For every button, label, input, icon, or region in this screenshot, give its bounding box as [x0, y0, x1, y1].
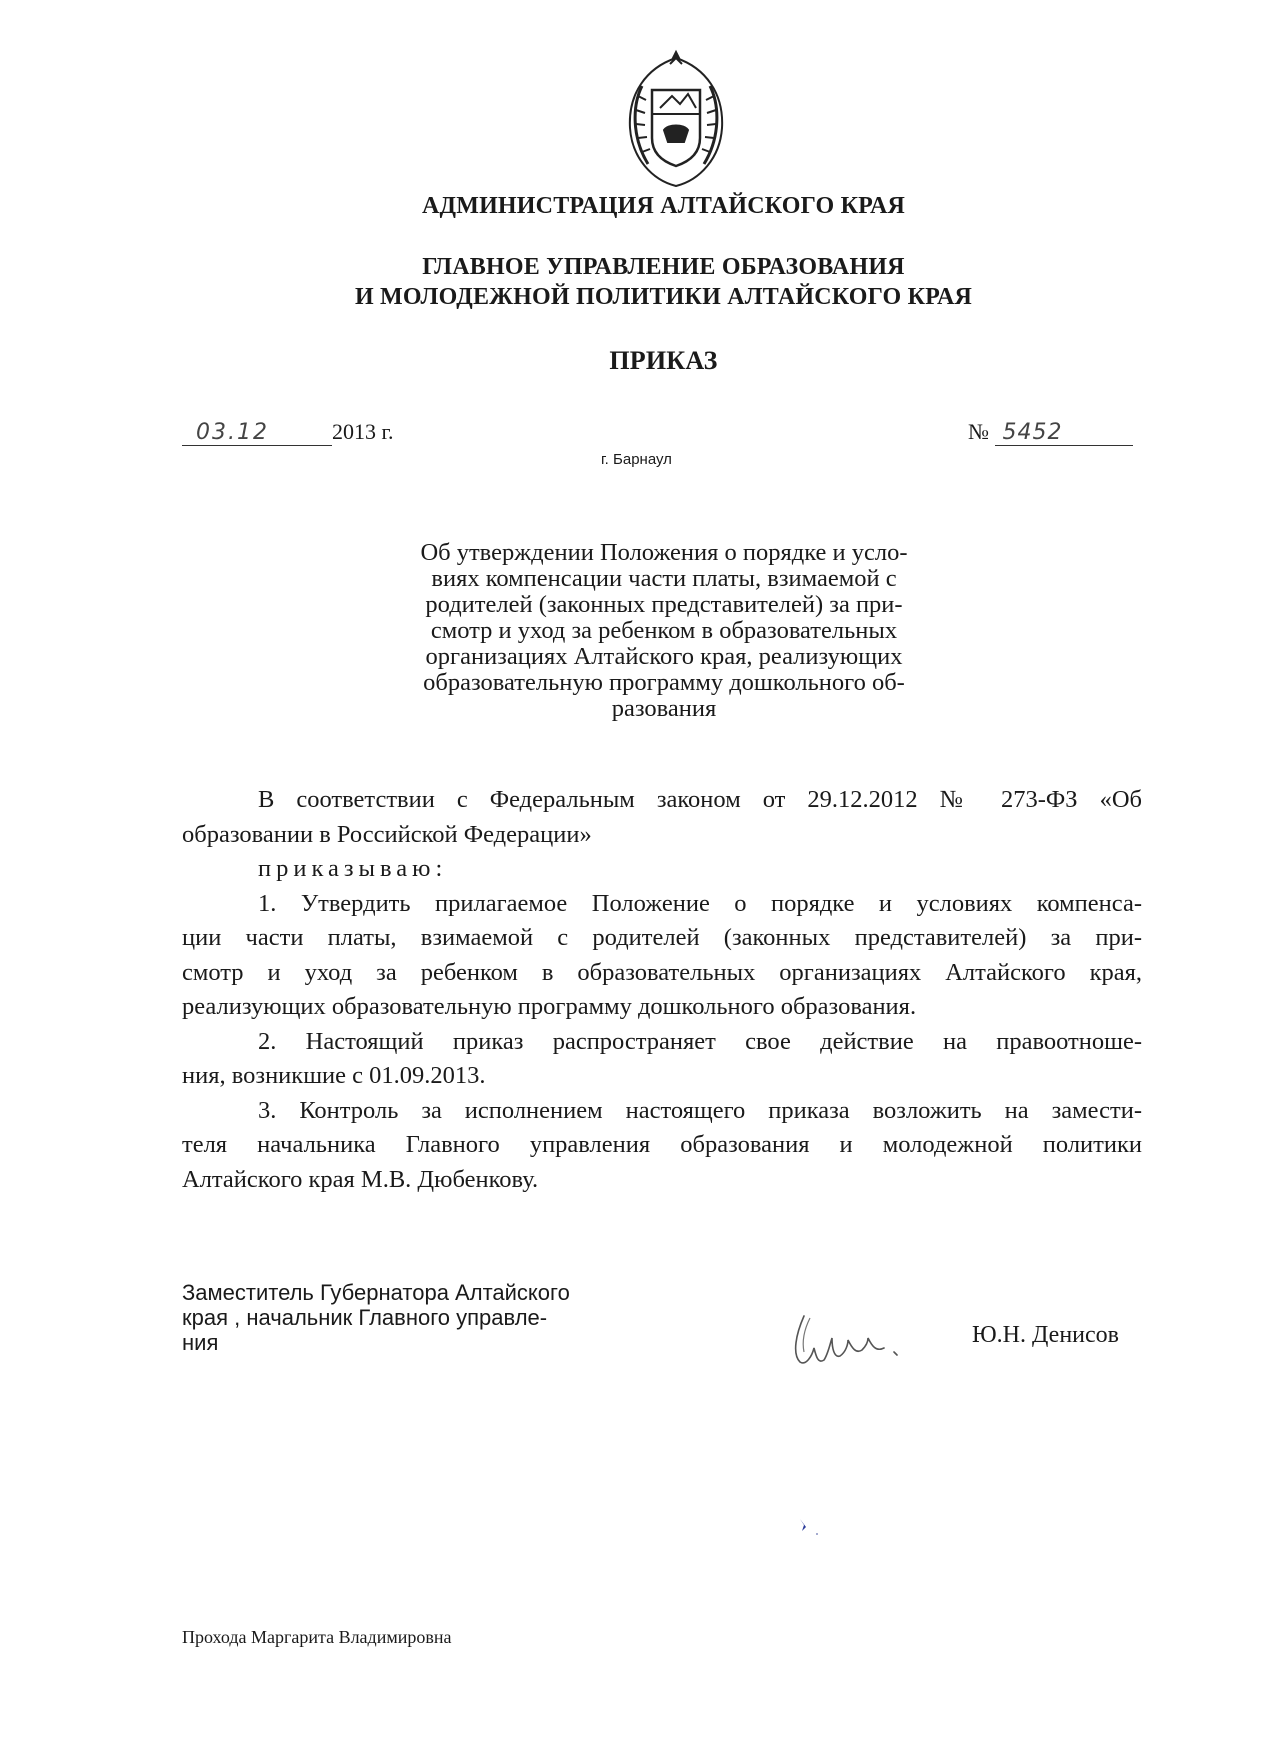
preamble-line: В соответствии с Федеральным законом от 29.12.2012 № 273-ФЗ «Об — [258, 786, 1142, 813]
handwritten-number: 5452 — [995, 420, 1133, 446]
order-date — [182, 419, 394, 446]
handwritten-date: 03.12 — [182, 420, 332, 446]
item-1-line: смотр и уход за ребенком в образовательных организациях Алтайского края, — [182, 958, 1142, 986]
subject-line: Об утверждении Положения о порядке и усло- — [420, 539, 908, 566]
order-number — [968, 419, 1133, 446]
item-3-line: 3. Контроль за исполнением настоящего приказа возложить на замести- — [258, 1096, 1142, 1124]
handwritten-signature — [790, 1308, 910, 1370]
position-line: ния — [182, 1330, 219, 1355]
subject-line: виях компенсации части платы, взимаемой с — [431, 565, 897, 592]
order-body — [182, 783, 1142, 1197]
number-sign: № — [968, 419, 989, 444]
preamble-line: образовании в Российской Федерации» — [182, 820, 592, 848]
item-1-line: 1. Утвердить прилагаемое Положение о порядке и условиях компенса- — [258, 889, 1142, 917]
item-2-line: 2. Настоящий приказ распространяет свое действие на правоотноше- — [258, 1027, 1142, 1055]
item-1-line: ции части платы, взимаемой с родителей (законных представителей) за при- — [182, 924, 1142, 951]
coat-of-arms-emblem — [618, 46, 734, 190]
order-verb: приказываю: — [258, 855, 448, 882]
item-3-line: теля начальника Главного управления образования и молодежной политики — [182, 1131, 1142, 1158]
city-label: г. Барнаул — [601, 451, 672, 468]
order-subject — [376, 540, 952, 722]
subject-line: организациях Алтайского края, реализующих — [425, 643, 903, 670]
document-type-heading: ПРИКАЗ — [609, 346, 718, 375]
administration-heading: АДМИНИСТРАЦИЯ АЛТАЙСКОГО КРАЯ — [421, 193, 906, 219]
department-heading-line2: И МОЛОДЕЖНОЙ ПОЛИТИКИ АЛТАЙСКОГО КРАЯ — [354, 284, 973, 310]
item-3-line: Алтайского края М.В. Дюбенкову. — [182, 1165, 539, 1193]
position-line: Заместитель Губернатора Алтайского — [182, 1280, 570, 1305]
subject-line: разования — [611, 695, 717, 722]
subject-line: образовательную программу дошкольного об- — [423, 669, 905, 696]
subject-line: родителей (законных представителей) за при- — [425, 591, 903, 618]
order-year: 2013 г. — [332, 419, 394, 444]
item-1-line: реализующих образовательную программу дошкольного образования. — [182, 993, 917, 1020]
executor-name: Прохода Маргарита Владимировна — [182, 1627, 452, 1647]
subject-line: смотр и уход за ребенком в образовательных — [430, 617, 898, 644]
department-heading-line1: ГЛАВНОЕ УПРАВЛЕНИЕ ОБРАЗОВАНИЯ — [422, 254, 905, 280]
ink-mark — [797, 1515, 823, 1539]
signer-name: Ю.Н. Денисов — [972, 1322, 1119, 1348]
position-line: края , начальник Главного управле- — [182, 1305, 548, 1330]
signer-position — [182, 1280, 570, 1355]
item-2-line: ния, возникшие с 01.09.2013. — [182, 1062, 486, 1089]
